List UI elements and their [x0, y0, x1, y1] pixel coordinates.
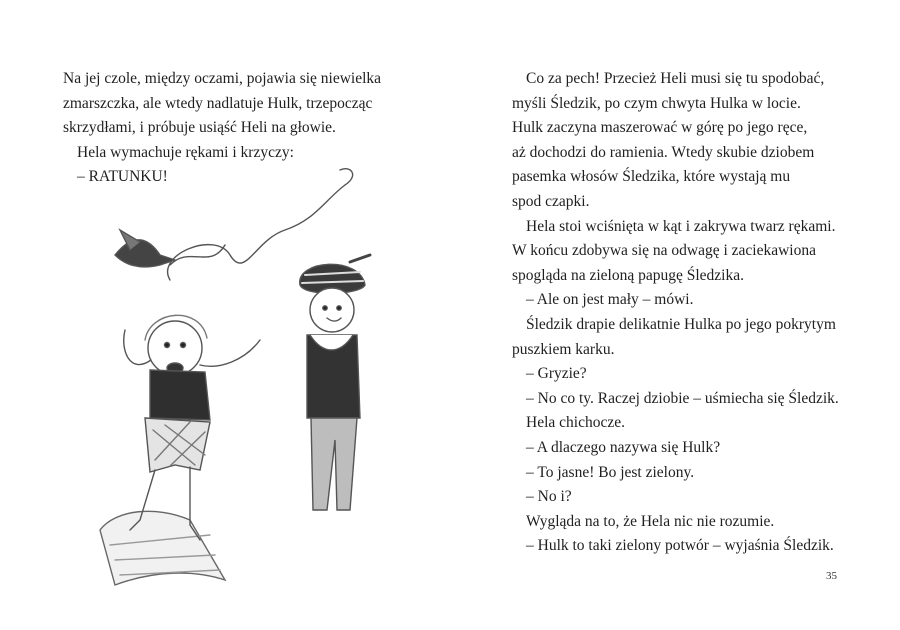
right-page [450, 0, 900, 630]
text-line: aż dochodzi do ramienia. Wtedy skubie dziobem [512, 143, 815, 161]
text-line: – To jasne! Bo jest zielony. [526, 463, 695, 481]
bird [115, 240, 175, 267]
text-line: – Hulk to taki zielony potwór – wyjaśnia Śledzik. [526, 537, 834, 555]
text-line: pasemka włosów Śledzika, które wystają mu [512, 168, 791, 186]
text-line: Hela stoi wciśnięta w kąt i zakrywa twarz rękami. [526, 217, 836, 235]
text-line: myśli Śledzik, po czym chwyta Hulka w locie. [512, 94, 801, 112]
text-line: Hela wymachuje rękami i krzyczy: [77, 143, 294, 161]
rug [100, 511, 225, 585]
text-line: spogląda na zieloną papugę Śledzika. [512, 266, 744, 284]
text-line: zmarszczka, ale wtedy nadlatuje Hulk, trzepocząc [63, 94, 373, 112]
text-line: – Gryzie? [526, 365, 587, 383]
swirl-lines [168, 169, 353, 280]
boy-head [310, 288, 354, 332]
text-line: Hulk zaczyna maszerować w górę po jego ręce, [512, 119, 808, 137]
text-line: – Ale on jest mały – mówi. [526, 291, 694, 309]
boy-pants [311, 418, 357, 510]
text-line: skrzydłami, i próbuje usiąść Heli na głowie. [63, 119, 336, 137]
text-line: Co za pech! Przecież Heli musi się tu spodobać, [526, 70, 825, 87]
girl-shorts [145, 418, 210, 472]
page-number: 35 [826, 570, 837, 582]
text-line: Wygląda na to, że Hela nic nie rozumie. [526, 512, 775, 530]
right-page-text [512, 67, 872, 559]
text-line: – No co ty. Raczej dziobie – uśmiecha się Śledzik. [526, 389, 839, 407]
text-line: – No i? [526, 488, 572, 506]
text-line: – A dlaczego nazywa się Hulk? [526, 438, 721, 456]
text-line: – RATUNKU! [77, 168, 168, 186]
text-line: spod czapki. [512, 192, 590, 210]
text-line: Hela chichocze. [526, 414, 625, 432]
text-line: puszkiem karku. [512, 340, 615, 358]
illustration [95, 160, 395, 600]
text-line: Śledzik drapie delikatnie Hulka po jego pokrytym [526, 315, 836, 333]
text-line: Na jej czole, między oczami, pojawia się niewielka [63, 70, 382, 87]
girl-shirt [150, 370, 210, 420]
text-line: W końcu zdobywa się na odwagę i zaciekawiona [512, 242, 816, 260]
